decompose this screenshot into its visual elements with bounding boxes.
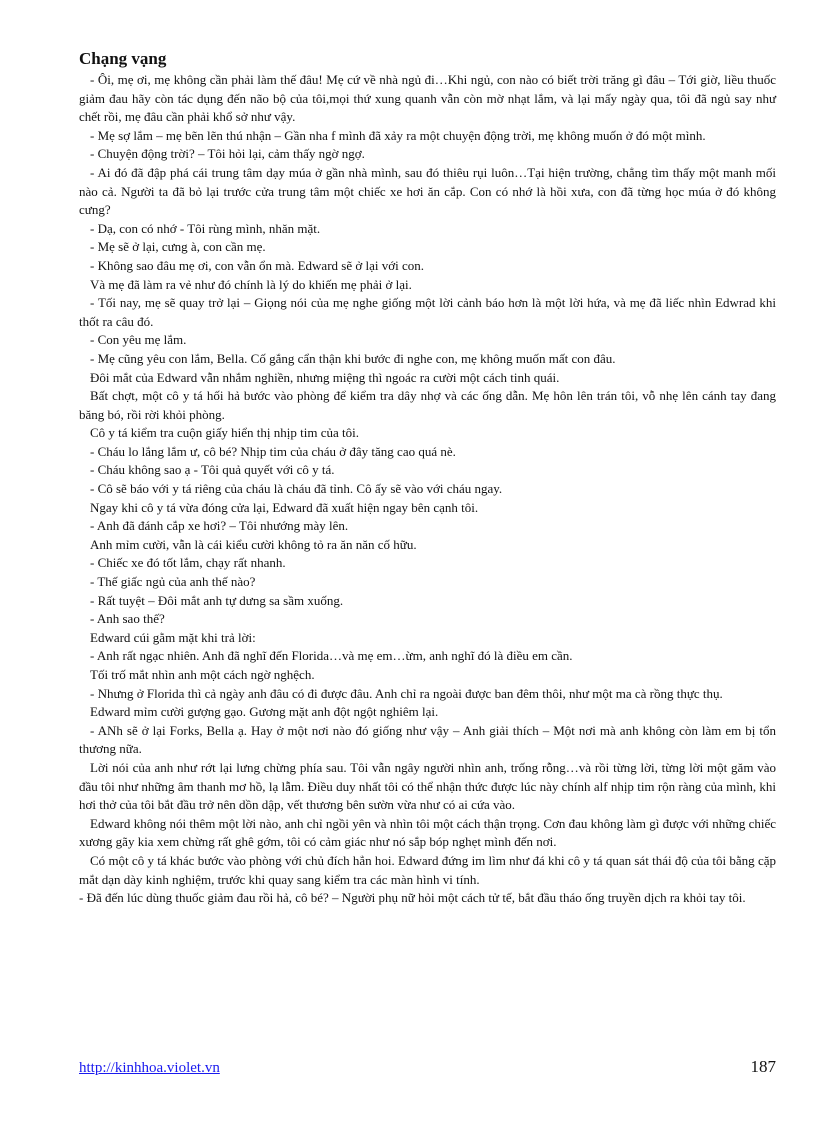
paragraph: - Cô sẽ báo với y tá riêng của cháu là cháu đã tỉnh. Cô ấy sẽ vào với cháu ngay. — [90, 481, 503, 497]
paragraph: - Anh sao thế? — [90, 611, 165, 627]
paragraph: - Anh đã đánh cắp xe hơi? – Tôi nhướng mày lên. — [90, 518, 349, 534]
paragraph: - Chiếc xe đó tốt lắm, chạy rất nhanh. — [90, 555, 286, 571]
paragraph: - Con yêu mẹ lắm. — [90, 332, 187, 348]
paragraph: Edward không nói thêm một lời nào, anh chỉ ngồi yên và nhìn tôi một cách thận trọng. Cơn đau không làm gì được với những chiếc xương gãy kia xem chừng rất ghê gớm, tôi có cảm giác như nó sắp bóp nghẹt mình đến nơi. — [79, 815, 776, 850]
paragraph: - Anh rất ngạc nhiên. Anh đã nghĩ đến Florida…và mẹ em…ừm, anh nghĩ đó là điều em cần. — [90, 648, 573, 664]
paragraph: - Tối nay, mẹ sẽ quay trở lại – Giọng nói của mẹ nghe giống một lời cảnh báo hơn là một lời hứa, và mẹ đã liếc nhìn Edwrad khi thốt ra câu đó. — [79, 295, 776, 329]
paragraph: - Không sao đâu mẹ ơi, con vẫn ổn mà. Edward sẽ ở lại với con. — [90, 257, 424, 273]
source-link[interactable]: http://kinhhoa.violet.vn — [79, 1060, 220, 1076]
paragraph: - Thế giấc ngủ của anh thế nào? — [90, 574, 256, 590]
page-number: 187 — [750, 1057, 776, 1076]
paragraph: Edward mỉm cười gượng gạo. Gương mặt anh đột ngột nghiêm lại. — [90, 704, 439, 720]
paragraph: - Đã đến lúc dùng thuốc giảm đau rồi hả, cô bé? – Người phụ nữ hỏi một cách tử tế, bắt đầu tháo ống truyền dịch ra khỏi tay tôi. — [79, 890, 746, 906]
paragraph: Anh mỉm cười, vẫn là cái kiểu cười không tỏ ra ăn năn cố hữu. — [90, 536, 417, 552]
paragraph: - Mẹ cũng yêu con lắm, Bella. Cố gắng cẩn thận khi bước đi nghe con, mẹ không muốn mất con đâu. — [90, 350, 616, 366]
paragraph: Edward cúi gằm mặt khi trả lời: — [90, 629, 256, 645]
paragraph: - Nhưng ở Florida thì cả ngày anh đâu có đi được đâu. Anh chỉ ra ngoài được ban đêm thôi, như một ma cà rồng thực thụ. — [90, 685, 723, 701]
paragraph: - ANh sẽ ở lại Forks, Bella ạ. Hay ở một nơi nào đó giống như vậy – Anh giải thích – Một nơi mà anh không còn làm em bị tổn thương nữa. — [79, 722, 776, 757]
paragraph: Có một cô y tá khác bước vào phòng với chủ đích hẳn hoi. Edward đứng im lìm như đá khi cô y tá quan sát thái độ của tôi bằng cặp mắt dạn dày kinh nghiệm, trước khi quay sang kiểm tra các màn hình vi tính. — [79, 852, 776, 887]
paragraph: Cô y tá kiểm tra cuộn giấy hiển thị nhịp tim của tôi. — [90, 425, 359, 441]
paragraph: Lời nói của anh như rớt lại lưng chừng phía sau. Tôi vẫn ngây người nhìn anh, trống rỗng…và rồi từng lời, từng lời một găm vào đầu tôi như những âm thanh mơ hồ, lạ lẫm. Điều duy nhất tôi có thể nhận thức được lúc này chính alf nhịp tim rộn ràng của mình, khi hơi thở của tôi bắt đầu trở nên dồn dập, vết thương bên sườn vừa như có ai cứa vào. — [79, 759, 776, 813]
page-footer — [79, 1057, 776, 1081]
paragraph: - Mẹ sợ lắm – mẹ bẽn lẽn thú nhận – Gần nha f mình đã xảy ra một chuyện động trời, mẹ không muốn ở đó một mình. — [90, 127, 706, 143]
paragraph: - Chuyện động trời? – Tôi hỏi lại, cảm thấy ngờ ngợ. — [90, 146, 365, 162]
document-body — [79, 71, 776, 908]
paragraph: Ngay khi cô y tá vừa đóng cửa lại, Edward đã xuất hiện ngay bên cạnh tôi. — [90, 499, 479, 515]
paragraph: - Ai đó đã đập phá cái trung tâm dạy múa ở gần nhà mình, sau đó thiêu rụi luôn…Tại hiện trường, chẳng tìm thấy một manh mối nào cả. Người ta đã bỏ lại trước cửa trung tâm một chiếc xe hơi ăn cắp. Con có nhớ là hồi xưa, con đã từng học múa ở đó không cưng? — [79, 164, 776, 218]
paragraph: Bất chợt, một cô y tá hối hả bước vào phòng để kiểm tra dây nhợ và các ống dẫn. Mẹ hôn lên trán tôi, vỗ nhẹ lên cánh tay đang băng bó, rồi rời khỏi phòng. — [79, 388, 776, 422]
paragraph: - Cháu không sao ạ - Tôi quả quyết với cô y tá. — [90, 462, 335, 478]
document-page — [79, 48, 776, 908]
paragraph: - Rất tuyệt – Đôi mắt anh tự dưng sa sầm xuống. — [90, 592, 344, 608]
paragraph: - Mẹ sẽ ở lại, cưng à, con cần mẹ. — [90, 239, 266, 255]
paragraph: - Cháu lo lắng lắm ư, cô bé? Nhịp tim của cháu ở đây tăng cao quá nè. — [90, 443, 456, 459]
paragraph: - Dạ, con có nhớ - Tôi rùng mình, nhăn mặt. — [90, 220, 321, 236]
paragraph: Và mẹ đã làm ra vẻ như đó chính là lý do khiến mẹ phải ở lại. — [90, 276, 412, 292]
chapter-title: Chạng vạng — [79, 49, 167, 68]
paragraph: Đôi mắt của Edward vẫn nhắm nghiền, nhưng miệng thì ngoác ra cười một cách tinh quái. — [90, 369, 560, 385]
paragraph: Tối trố mắt nhìn anh một cách ngờ nghệch. — [90, 667, 315, 682]
paragraph: - Ôi, mẹ ơi, mẹ không cần phải làm thế đâu! Mẹ cứ về nhà ngủ đi…Khi ngủ, con nào có biết trời trăng gì đâu – Tới giờ, liều thuốc giảm đau hãy còn tác dụng đến não bộ của tôi,mọi thứ xung quanh vẫn còn mờ nhạt lắm, và lại mấy ngày qua, tôi đã ngủ say như chết rồi, mẹ đâu cần phải khổ sở như vậy. — [79, 72, 776, 125]
